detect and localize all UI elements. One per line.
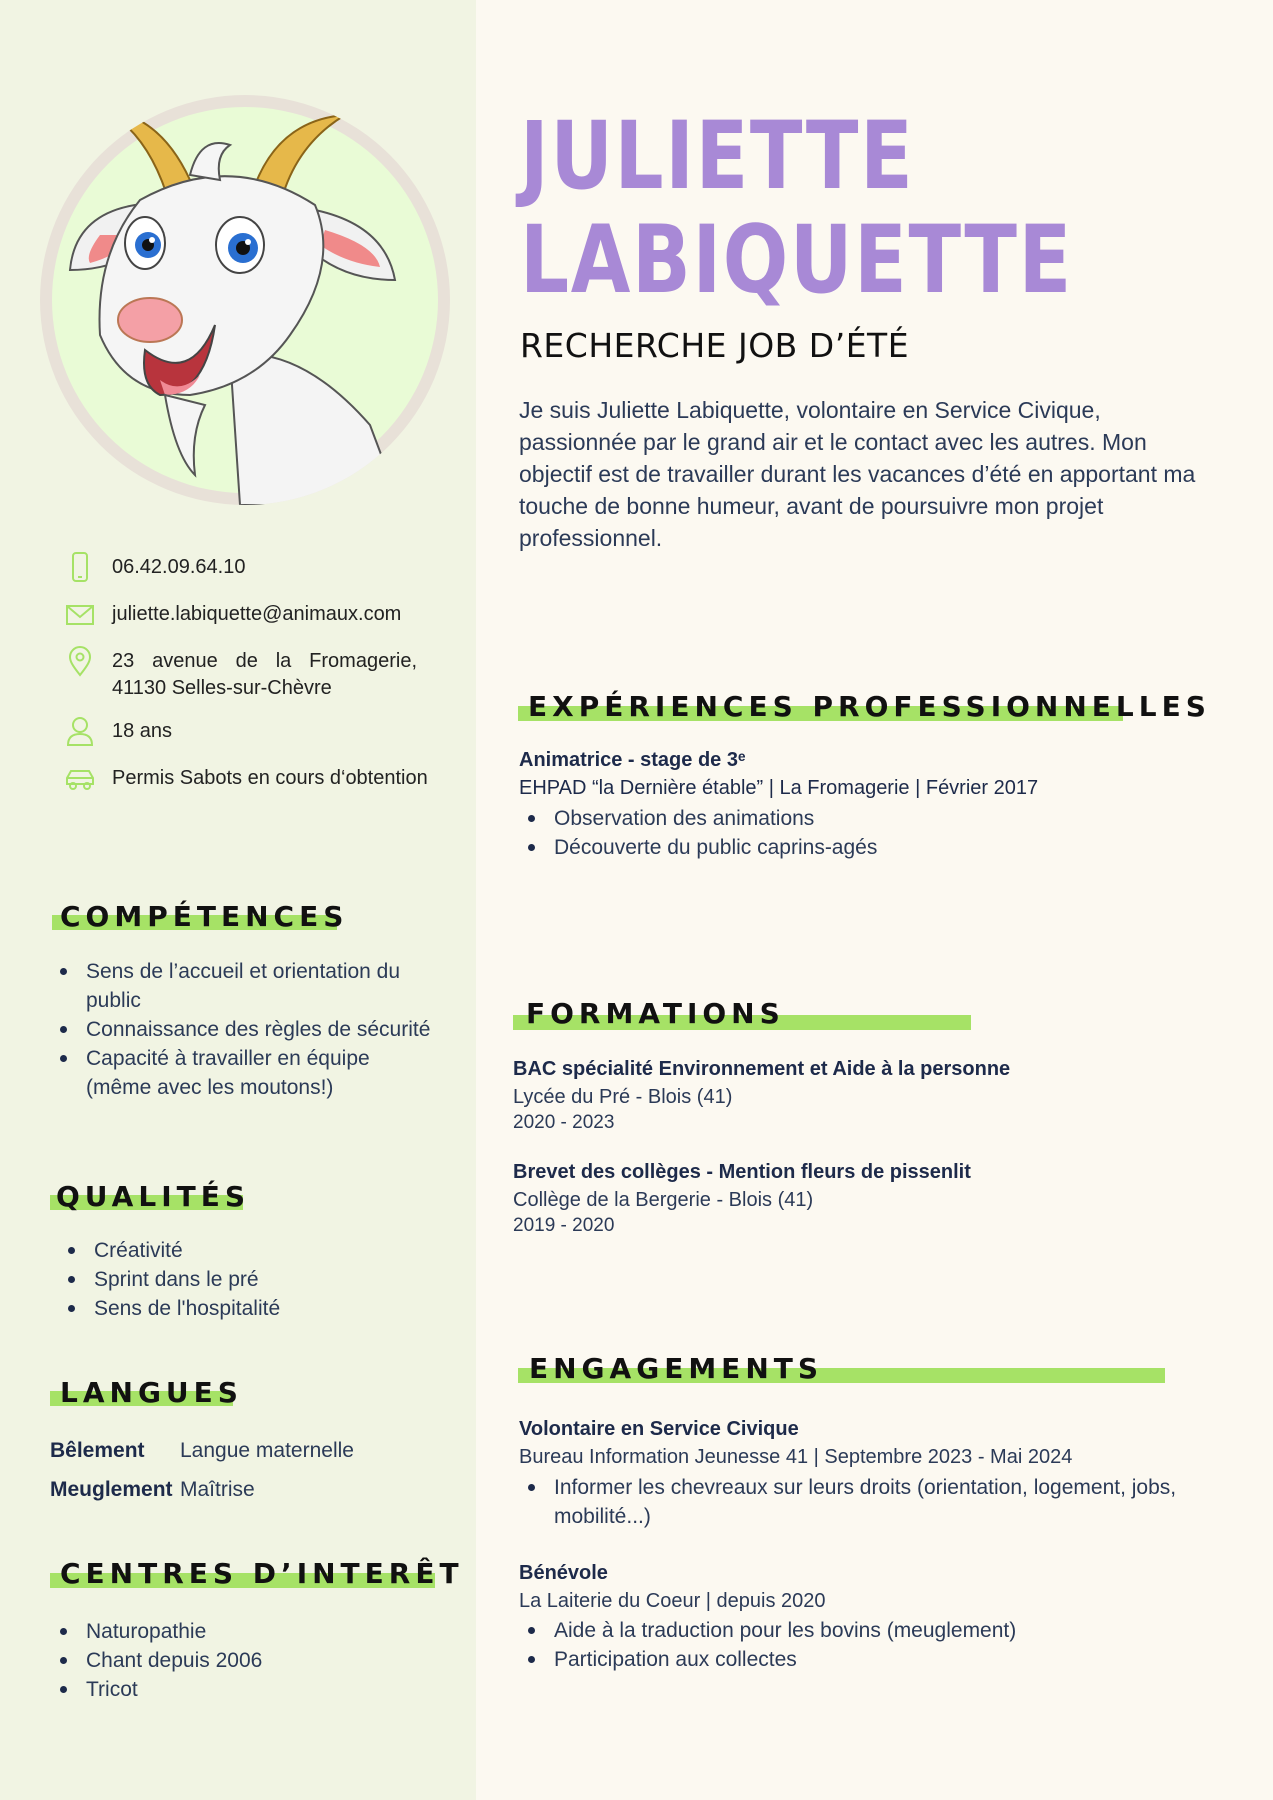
contact-list	[60, 548, 460, 806]
list-item: Naturopathie	[54, 1617, 434, 1646]
experiences-title: EXPÉRIENCES PROFESSIONNELLES	[528, 690, 1211, 723]
list-item: Sens de l'hospitalité	[62, 1294, 442, 1323]
engagement-place: La Laiterie du Coeur | depuis 2020	[519, 1590, 826, 1612]
experience-entry	[519, 746, 1239, 802]
interets-list	[54, 1617, 434, 1704]
phone-icon	[64, 551, 96, 583]
list-item: Participation aux collectes	[522, 1645, 1222, 1674]
profile-photo	[40, 95, 450, 505]
formation-years: 2019 - 2020	[513, 1215, 615, 1236]
engagement-place: Bureau Information Jeunesse 41 | Septembre 2023 - Mai 2024	[519, 1446, 1073, 1468]
list-item: Capacité à travailler en équipe (même avec les moutons!)	[54, 1044, 434, 1102]
experience-bullets	[522, 804, 1222, 862]
language-name: Meuglement	[50, 1478, 173, 1501]
engagements-title: ENGAGEMENTS	[529, 1352, 824, 1385]
language-name: Bêlement	[50, 1439, 145, 1462]
list-item: Observation des animations	[522, 804, 1222, 833]
formation-entry	[513, 1158, 1233, 1238]
location-pin-icon	[64, 645, 96, 677]
list-item: Créativité	[62, 1236, 442, 1265]
contact-email	[60, 595, 460, 642]
formation-years: 2020 - 2023	[513, 1112, 615, 1133]
list-item: Chant depuis 2006	[54, 1646, 434, 1675]
engagement-entry	[519, 1415, 1239, 1471]
list-item: Informer les chevreaux sur leurs droits (orientation, logement, jobs, mobilité...)	[522, 1473, 1222, 1531]
engagement-role: Volontaire en Service Civique	[519, 1418, 799, 1440]
langues-title: LANGUES	[60, 1376, 243, 1409]
competences-title: COMPÉTENCES	[60, 900, 349, 933]
engagement-bullets	[522, 1473, 1222, 1531]
job-title: RECHERCHE JOB D’ÉTÉ	[520, 326, 910, 365]
contact-address	[60, 642, 460, 712]
list-item: Découverte du public caprins-agés	[522, 833, 1222, 862]
car-icon	[64, 762, 96, 794]
language-row	[50, 1439, 354, 1463]
candidate-name	[520, 102, 1073, 315]
formation-school: Collège de la Bergerie - Blois (41)	[513, 1189, 814, 1211]
list-item: Sens de l’accueil et orientation du public	[54, 957, 434, 1015]
interets-title: CENTRES D’INTERÊT	[60, 1557, 464, 1590]
language-level: Maîtrise	[180, 1478, 255, 1501]
experience-role: Animatrice - stage de 3ᵉ	[519, 749, 746, 771]
email-text: juliette.labiquette@animaux.com	[112, 603, 402, 625]
experience-place: EHPAD “la Dernière étable” | La Fromagerie | Février 2017	[519, 777, 1039, 799]
formation-degree: BAC spécialité Environnement et Aide à la personne	[513, 1058, 1011, 1080]
license-text: Permis Sabots en cours d‘obtention	[112, 767, 428, 789]
age-text: 18 ans	[112, 720, 173, 742]
contact-license	[60, 759, 460, 806]
contact-age	[60, 712, 460, 759]
qualites-title: QUALITÉS	[56, 1180, 250, 1213]
intro-paragraph: Je suis Juliette Labiquette, volontaire en Service Civique, passionnée par le grand air et le contact avec les autres. Mon objectif est de travailler durant les vacances d’été en apportant ma touche de bonne humeur, avant de poursuivre mon projet professionnel.	[519, 397, 1196, 551]
language-level: Langue maternelle	[180, 1439, 354, 1462]
engagement-role: Bénévole	[519, 1562, 608, 1584]
mail-icon	[64, 598, 96, 630]
competences-list	[54, 957, 434, 1102]
formation-degree: Brevet des collèges - Mention fleurs de pissenlit	[513, 1161, 971, 1183]
user-icon	[64, 715, 96, 747]
list-item: Aide à la traduction pour les bovins (meuglement)	[522, 1616, 1222, 1645]
engagement-entry	[519, 1559, 1239, 1615]
list-item: Tricot	[54, 1675, 434, 1704]
name-line-1: JULIETTE	[520, 102, 915, 211]
list-item: Connaissance des règles de sécurité	[54, 1015, 434, 1044]
language-row	[50, 1478, 255, 1502]
name-line-2: LABIQUETTE	[520, 206, 1073, 315]
formations-title: FORMATIONS	[526, 997, 785, 1030]
qualites-list	[62, 1236, 442, 1323]
engagement-bullets	[522, 1616, 1222, 1674]
phone-text: 06.42.09.64.10	[112, 556, 246, 578]
formation-entry	[513, 1055, 1233, 1135]
formation-school: Lycée du Pré - Blois (41)	[513, 1086, 733, 1108]
contact-phone	[60, 548, 460, 595]
address-text: 23 avenue de la Fromagerie, 41130 Selles-sur-Chèvre	[112, 650, 417, 699]
list-item: Sprint dans le pré	[62, 1265, 442, 1294]
